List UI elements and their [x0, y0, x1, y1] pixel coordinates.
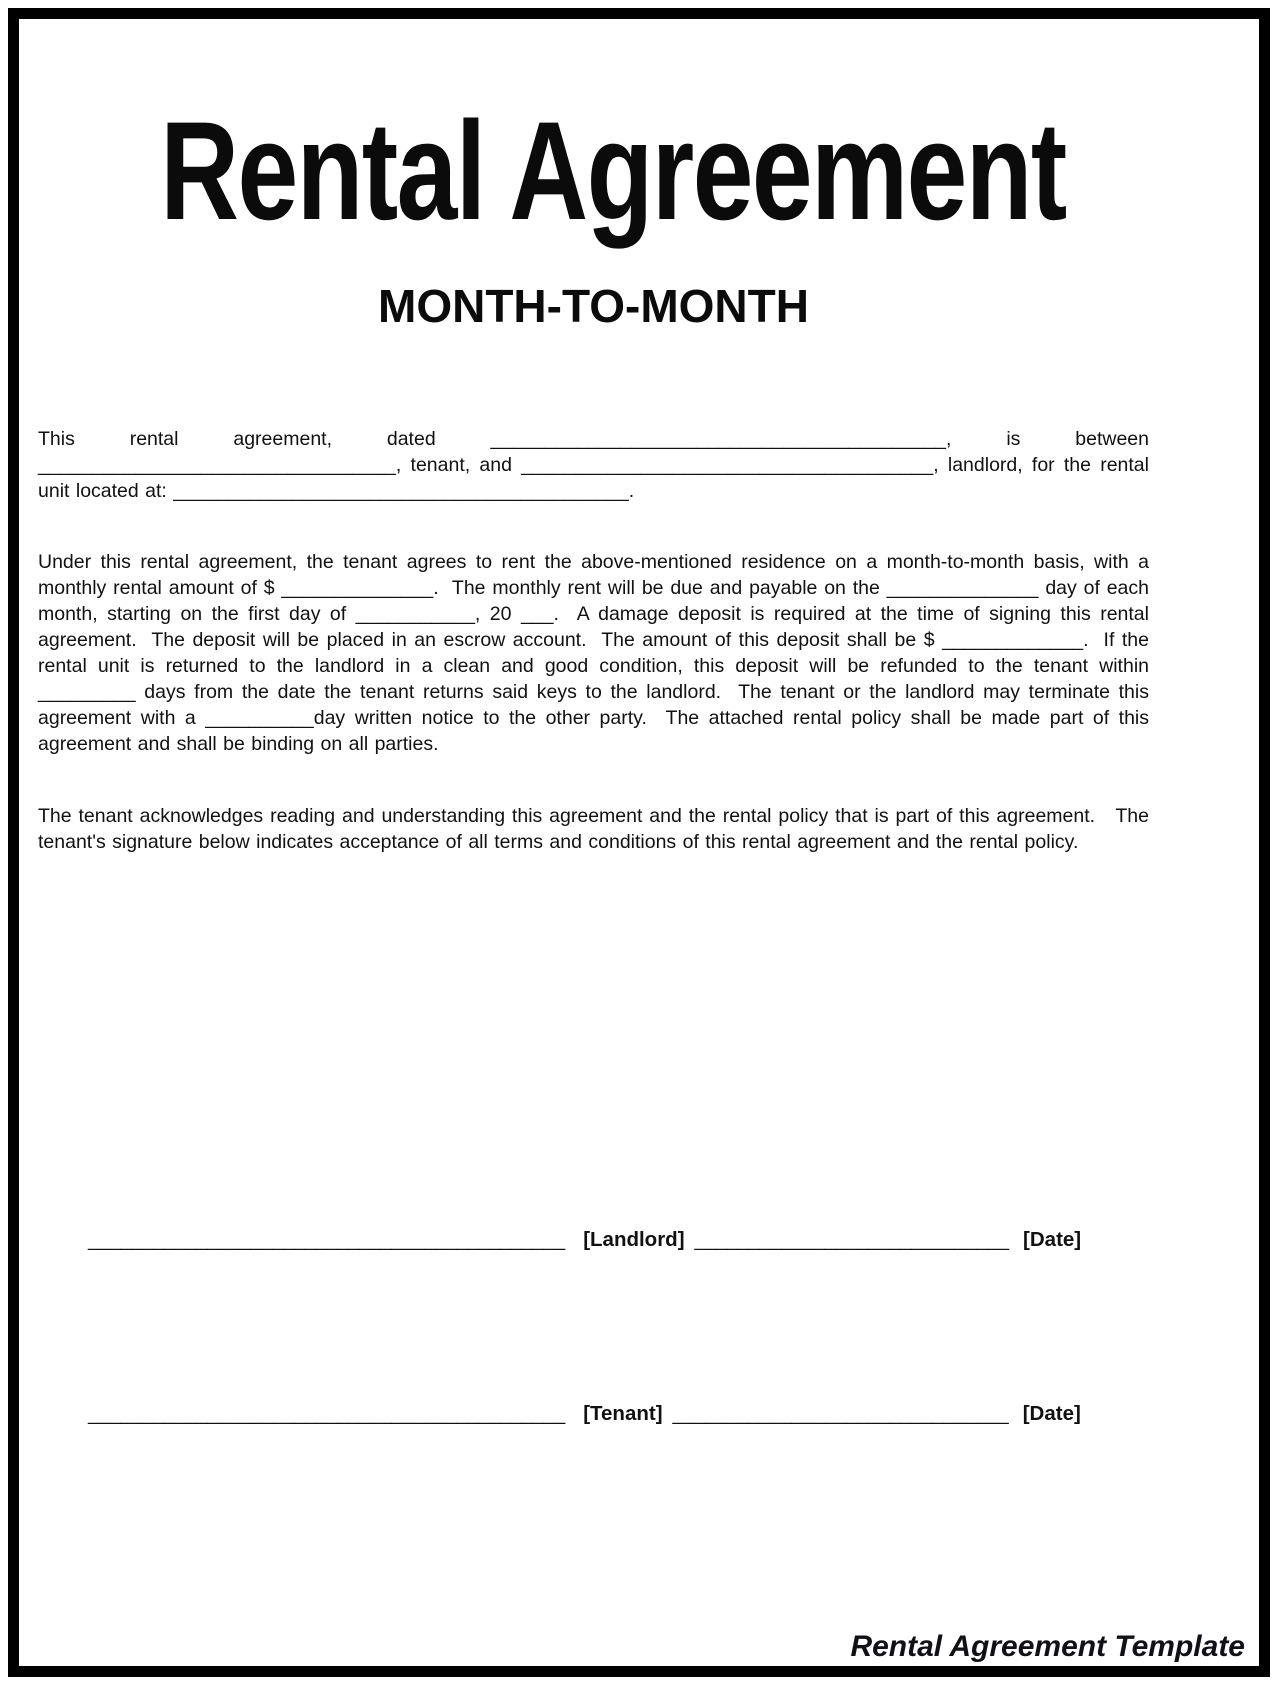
page-border-frame: [8, 8, 1270, 1677]
tenant-date-label: [Date]: [1022, 1402, 1081, 1425]
document-content: [38, 92, 1149, 1427]
acknowledgement-paragraph: The tenant acknowledges reading and understanding this agreement and the rental policy that is part of this agreement. The tenant's signature below indicates acceptance of all terms and conditions of this rental agreement and the rental policy.: [38, 805, 1149, 853]
document-title: Rental Agreement: [160, 92, 1066, 249]
tenant-date-line: _______________________________: [672, 1403, 1009, 1425]
terms-paragraph: Under this rental agreement, the tenant agrees to rent the above-mentioned residence on a month-to-month basis, with a monthly rental amount of $ ______________. The monthly rent will be due and payable on the ______________ day of each month, starting on the first day of ___________, 20 ___. A damage deposit is required at the time of signing this rental agreement. The deposit will be placed in an escrow account. The amount of this deposit shall be $ _____________. If the rental unit is returned to the landlord in a clean and good condition, this deposit will be refunded to the tenant within _________ days from the date the tenant returns said keys to the landlord. The tenant or the landlord may terminate this agreement with a __________day written notice to the other party. The attached rental policy shall be made part of this agreement and shall be binding on all parties.: [38, 551, 1149, 755]
intro-paragraph: This rental agreement, dated __________________________________________, is between _________________________________, tenant, and ______________________________________, landlord, for the rental unit located at: __________________________________________.: [38, 428, 1149, 502]
landlord-date-label: [Date]: [1023, 1228, 1082, 1251]
template-footer-label: Rental Agreement Template: [850, 1630, 1245, 1663]
tenant-label: [Tenant]: [583, 1402, 663, 1425]
tenant-signature-row: [38, 1401, 1149, 1427]
landlord-label: [Landlord]: [583, 1228, 685, 1251]
landlord-signature-line: ____________________________________________: [88, 1229, 566, 1251]
tenant-signature-line: ____________________________________________: [88, 1403, 566, 1425]
landlord-signature-row: [38, 1227, 1149, 1253]
landlord-date-line: _____________________________: [694, 1229, 1010, 1251]
document-subtitle: MONTH-TO-MONTH: [378, 280, 809, 332]
